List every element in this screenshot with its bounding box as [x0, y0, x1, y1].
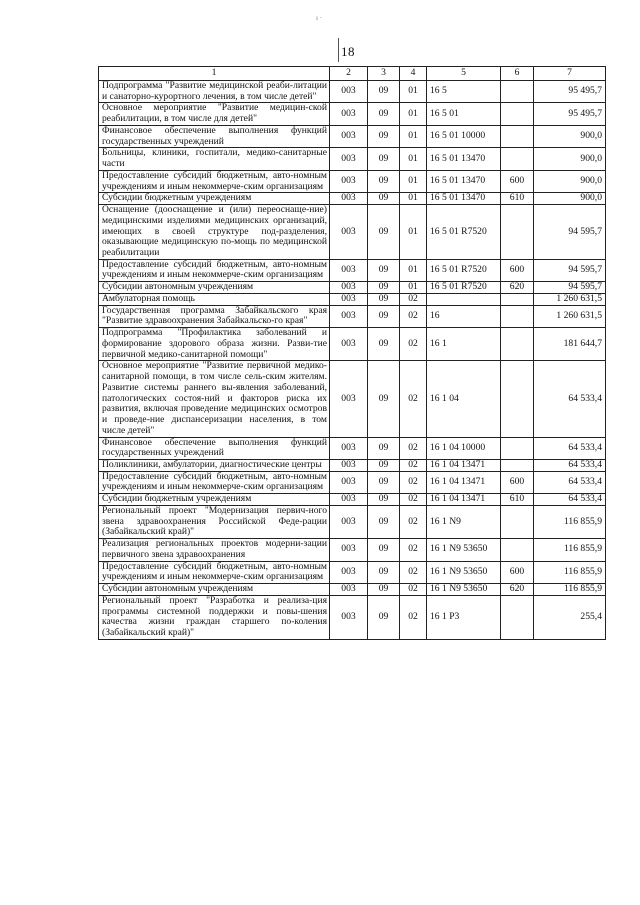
row-target-code: 16 5 01 10000 — [427, 125, 501, 147]
row-amount: 116 855,9 — [534, 584, 606, 596]
row-target-code: 16 1 N9 53650 — [427, 539, 501, 561]
row-amount: 64 533,4 — [534, 459, 606, 471]
row-amount: 116 855,9 — [534, 539, 606, 561]
budget-table — [98, 66, 606, 640]
row-admin-code: 003 — [330, 584, 368, 596]
row-amount: 95 495,7 — [534, 103, 606, 125]
row-target-code: 16 5 01 — [427, 103, 501, 125]
row-expense-type: 600 — [501, 471, 534, 493]
table-row — [99, 170, 606, 192]
row-subsection: 02 — [400, 595, 427, 639]
row-admin-code: 003 — [330, 125, 368, 147]
header-cell: 2 — [330, 67, 368, 81]
row-admin-code: 003 — [330, 459, 368, 471]
row-subsection: 01 — [400, 81, 427, 103]
row-section: 09 — [368, 282, 400, 294]
row-subsection: 02 — [400, 361, 427, 437]
row-section: 09 — [368, 170, 400, 192]
row-admin-code: 003 — [330, 437, 368, 459]
scan-marks: ı · — [316, 14, 323, 22]
row-section: 09 — [368, 584, 400, 596]
row-target-code: 16 1 N9 — [427, 505, 501, 538]
row-section: 09 — [368, 103, 400, 125]
row-expense-type — [501, 305, 534, 327]
page-number: 18 — [341, 44, 355, 59]
header-cell: 5 — [427, 67, 501, 81]
row-subsection: 02 — [400, 328, 427, 361]
row-target-code: 16 5 — [427, 81, 501, 103]
row-name: Предоставление субсидий бюджетным, авто-номным учреждениям и иным некоммерче-ским организациям — [99, 170, 330, 192]
row-expense-type: 620 — [501, 584, 534, 596]
row-amount: 94 595,7 — [534, 205, 606, 260]
row-subsection: 01 — [400, 282, 427, 294]
row-expense-type — [501, 103, 534, 125]
row-amount: 1 260 631,5 — [534, 305, 606, 327]
row-amount: 900,0 — [534, 170, 606, 192]
row-section: 09 — [368, 148, 400, 170]
row-amount: 900,0 — [534, 148, 606, 170]
row-section: 09 — [368, 494, 400, 506]
row-expense-type — [501, 205, 534, 260]
table-row — [99, 561, 606, 583]
row-subsection: 02 — [400, 437, 427, 459]
header-cell: 6 — [501, 67, 534, 81]
row-expense-type: 600 — [501, 561, 534, 583]
table-row — [99, 125, 606, 147]
row-admin-code: 003 — [330, 103, 368, 125]
row-subsection: 02 — [400, 471, 427, 493]
table-row — [99, 584, 606, 596]
header-cell: 7 — [534, 67, 606, 81]
table-row — [99, 259, 606, 281]
row-name: Предоставление субсидий бюджетным, авто-номным учреждениям и иным некоммерче-ским организациям — [99, 471, 330, 493]
row-section: 09 — [368, 361, 400, 437]
row-subsection: 01 — [400, 125, 427, 147]
row-admin-code: 003 — [330, 81, 368, 103]
row-admin-code: 003 — [330, 259, 368, 281]
table-row — [99, 328, 606, 361]
table-row — [99, 103, 606, 125]
row-target-code: 16 5 01 R7520 — [427, 259, 501, 281]
row-admin-code: 003 — [330, 494, 368, 506]
row-section: 09 — [368, 505, 400, 538]
row-amount: 116 855,9 — [534, 505, 606, 538]
row-name: Амбулаторная помощь — [99, 293, 330, 305]
row-target-code: 16 1 04 10000 — [427, 437, 501, 459]
row-admin-code: 003 — [330, 205, 368, 260]
row-expense-type — [501, 148, 534, 170]
row-amount: 64 533,4 — [534, 471, 606, 493]
row-name: Реализация региональных проектов модерни-зации первичного звена здравоохранения — [99, 539, 330, 561]
row-amount: 94 595,7 — [534, 282, 606, 294]
row-expense-type: 600 — [501, 259, 534, 281]
row-section: 09 — [368, 595, 400, 639]
row-name: Больницы, клиники, госпитали, медико-санитарные части — [99, 148, 330, 170]
row-amount: 255,4 — [534, 595, 606, 639]
row-subsection: 01 — [400, 259, 427, 281]
row-section: 09 — [368, 193, 400, 205]
row-subsection: 01 — [400, 170, 427, 192]
row-amount: 94 595,7 — [534, 259, 606, 281]
row-name: Финансовое обеспечение выполнения функций государственных учреждений — [99, 437, 330, 459]
row-target-code: 16 1 04 — [427, 361, 501, 437]
row-name: Субсидии автономным учреждениям — [99, 282, 330, 294]
row-expense-type: 610 — [501, 193, 534, 205]
header-cell: 3 — [368, 67, 400, 81]
table-row — [99, 282, 606, 294]
row-name: Финансовое обеспечение выполнения функций государственных учреждений — [99, 125, 330, 147]
row-name: Подпрограмма "Профилактика заболеваний и формирование здорового образа жизни. Разви-тие первичной медико-санитарной помощи" — [99, 328, 330, 361]
row-admin-code: 003 — [330, 328, 368, 361]
row-admin-code: 003 — [330, 170, 368, 192]
row-section: 09 — [368, 81, 400, 103]
table-row — [99, 205, 606, 260]
table-row — [99, 81, 606, 103]
row-expense-type — [501, 595, 534, 639]
row-name: Региональный проект "Модернизация первич-ного звена здравоохранения Российской Феде-рации (Забайкальский край)" — [99, 505, 330, 538]
row-amount: 64 533,4 — [534, 361, 606, 437]
row-expense-type: 610 — [501, 494, 534, 506]
row-subsection: 02 — [400, 505, 427, 538]
row-amount: 900,0 — [534, 125, 606, 147]
row-admin-code: 003 — [330, 148, 368, 170]
table-row — [99, 437, 606, 459]
row-subsection: 01 — [400, 148, 427, 170]
row-target-code: 16 5 01 13470 — [427, 193, 501, 205]
row-name: Оснащение (дооснащение и (или) переоснаще-ние) медицинскими изделиями медицинских организаций, имеющих в своей структуре под-разделения, оказывающие медицинскую по-мощь по медицинской реабилитации — [99, 205, 330, 260]
row-expense-type — [501, 293, 534, 305]
header-cell: 1 — [99, 67, 330, 81]
row-subsection: 01 — [400, 193, 427, 205]
row-target-code: 16 1 N9 53650 — [427, 561, 501, 583]
row-target-code: 16 1 04 13471 — [427, 459, 501, 471]
row-admin-code: 003 — [330, 361, 368, 437]
row-expense-type — [501, 328, 534, 361]
row-subsection: 02 — [400, 293, 427, 305]
row-target-code — [427, 293, 501, 305]
table-row — [99, 595, 606, 639]
table-row — [99, 471, 606, 493]
row-expense-type — [501, 539, 534, 561]
row-subsection: 02 — [400, 459, 427, 471]
row-subsection: 02 — [400, 561, 427, 583]
row-amount: 64 533,4 — [534, 494, 606, 506]
row-name: Подпрограмма "Развитие медицинской реаби-литации и санаторно-курортного лечения, в том числе детей" — [99, 81, 330, 103]
row-admin-code: 003 — [330, 282, 368, 294]
table-row — [99, 305, 606, 327]
row-subsection: 02 — [400, 539, 427, 561]
row-section: 09 — [368, 471, 400, 493]
row-admin-code: 003 — [330, 471, 368, 493]
table-row — [99, 193, 606, 205]
table-header-row — [99, 67, 606, 81]
row-name: Региональный проект "Разработка и реализа-ция программы системной поддержки и повы-шения качества жизни граждан старшего по-коления (Забайкальский край)" — [99, 595, 330, 639]
row-target-code: 16 5 01 13470 — [427, 148, 501, 170]
row-target-code: 16 5 01 13470 — [427, 170, 501, 192]
row-expense-type — [501, 459, 534, 471]
row-target-code: 16 1 04 13471 — [427, 471, 501, 493]
row-section: 09 — [368, 305, 400, 327]
row-name: Основное мероприятие "Развитие медицин-ской реабилитации, в том числе для детей" — [99, 103, 330, 125]
row-amount: 116 855,9 — [534, 561, 606, 583]
row-admin-code: 003 — [330, 539, 368, 561]
table-row — [99, 148, 606, 170]
row-amount: 900,0 — [534, 193, 606, 205]
row-name: Государственная программа Забайкальского края "Развитие здравоохранения Забайкальско-го края" — [99, 305, 330, 327]
row-amount: 1 260 631,5 — [534, 293, 606, 305]
row-name: Субсидии бюджетным учреждениям — [99, 494, 330, 506]
row-target-code: 16 1 P3 — [427, 595, 501, 639]
row-section: 09 — [368, 205, 400, 260]
row-expense-type — [501, 437, 534, 459]
row-section: 09 — [368, 293, 400, 305]
row-admin-code: 003 — [330, 561, 368, 583]
row-name: Поликлиники, амбулатории, диагностические центры — [99, 459, 330, 471]
table-row — [99, 459, 606, 471]
row-amount: 95 495,7 — [534, 81, 606, 103]
row-subsection: 02 — [400, 584, 427, 596]
table-row — [99, 494, 606, 506]
table-row — [99, 361, 606, 437]
row-name: Субсидии автономным учреждениям — [99, 584, 330, 596]
table-row — [99, 293, 606, 305]
row-target-code: 16 1 — [427, 328, 501, 361]
row-admin-code: 003 — [330, 305, 368, 327]
row-admin-code: 003 — [330, 505, 368, 538]
row-expense-type: 600 — [501, 170, 534, 192]
row-target-code: 16 5 01 R7520 — [427, 205, 501, 260]
row-name: Предоставление субсидий бюджетным, авто-номным учреждениям и иным некоммерче-ским организациям — [99, 561, 330, 583]
row-section: 09 — [368, 328, 400, 361]
row-name: Субсидии бюджетным учреждениям — [99, 193, 330, 205]
row-section: 09 — [368, 437, 400, 459]
row-amount: 64 533,4 — [534, 437, 606, 459]
row-admin-code: 003 — [330, 595, 368, 639]
row-expense-type — [501, 361, 534, 437]
row-name: Предоставление субсидий бюджетным, авто-номным учреждениям и иным некоммерче-ским организациям — [99, 259, 330, 281]
row-admin-code: 003 — [330, 193, 368, 205]
row-section: 09 — [368, 459, 400, 471]
row-section: 09 — [368, 259, 400, 281]
row-target-code: 16 — [427, 305, 501, 327]
table-row — [99, 505, 606, 538]
row-target-code: 16 1 N9 53650 — [427, 584, 501, 596]
row-target-code: 16 1 04 13471 — [427, 494, 501, 506]
row-target-code: 16 5 01 R7520 — [427, 282, 501, 294]
row-expense-type — [501, 81, 534, 103]
row-section: 09 — [368, 561, 400, 583]
row-subsection: 02 — [400, 494, 427, 506]
row-amount: 181 644,7 — [534, 328, 606, 361]
row-expense-type — [501, 505, 534, 538]
row-admin-code: 003 — [330, 293, 368, 305]
row-expense-type: 620 — [501, 282, 534, 294]
table-row — [99, 539, 606, 561]
row-expense-type — [501, 125, 534, 147]
row-section: 09 — [368, 539, 400, 561]
row-subsection: 02 — [400, 305, 427, 327]
row-subsection: 01 — [400, 205, 427, 260]
row-section: 09 — [368, 125, 400, 147]
header-cell: 4 — [400, 67, 427, 81]
row-subsection: 01 — [400, 103, 427, 125]
row-name: Основное мероприятие "Развитие первичной медико-санитарной помощи, в том числе сель-ским жителям. Развитие системы раннего вы-явления заболеваний, патологических состоя-ний и факторов риска их развития, включая проведение медицинских осмотров и проведе-ние диспансеризации населения, в том числе детей" — [99, 361, 330, 437]
